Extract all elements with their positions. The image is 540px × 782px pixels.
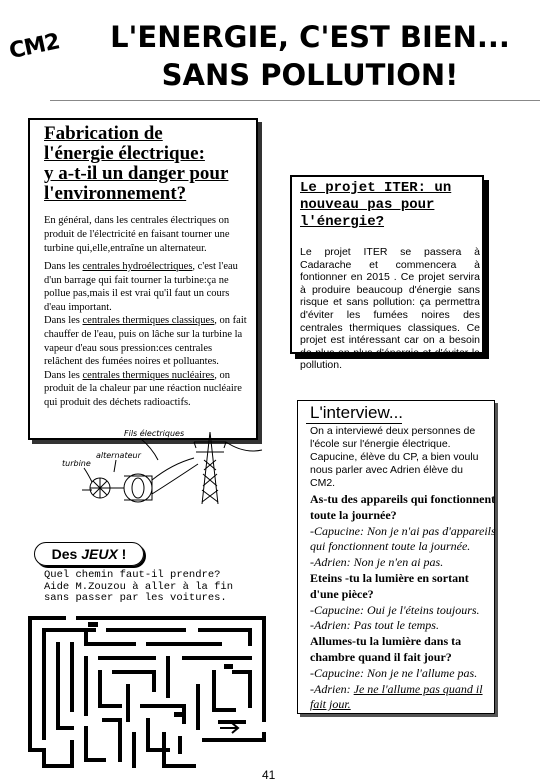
maze <box>24 610 270 770</box>
jeux-instructions <box>44 570 259 605</box>
interview-title: L'interview... <box>310 403 404 422</box>
answer-3-adrien: -Adrien: Je ne l'allume pas quand il fait jour. <box>310 681 483 712</box>
question-3: Allumes-tu la lumière dans ta chambre quand il fait jour? <box>310 634 462 664</box>
car-icon <box>88 622 98 627</box>
arrow-turbine <box>84 468 92 482</box>
article-body <box>44 260 248 410</box>
question-2: Eteins -tu la lumière en sortant d'une pièce? <box>310 570 469 601</box>
article-heading-line2: l'énergie électrique: <box>44 143 205 164</box>
jeux-line3: sans passer par les voitures. <box>44 592 227 604</box>
interview-qa <box>310 492 500 713</box>
page-number: 41 <box>262 768 276 782</box>
article-heading-line3: y a-t-il un danger pour <box>44 163 229 184</box>
label-turbine: turbine <box>62 459 91 468</box>
answer-2-adrien: -Adrien: Pas tout le temps. <box>310 618 439 633</box>
article-intro: En général, dans les centrales électriques on produit de l'électricité en faisant tourner une turbine qui,elle,entraîne un alternateur. <box>44 215 230 254</box>
interview-title-underline <box>306 423 402 424</box>
answer-1-capucine: -Capucine: Non je n'ai pas d'appareils qui fonctionnent toute la journée. <box>310 523 496 554</box>
article-heading <box>44 124 244 204</box>
jeux-line1: Quel chemin faut-il prendre? <box>44 569 221 581</box>
answer-1-adrien: -Adrien: Non je n'en ai pas. <box>310 555 444 570</box>
class-badge: CM2 <box>7 29 62 65</box>
page-title-line1: L'ENERGIE, C'EST BIEN... <box>110 20 510 54</box>
term-thermal: centrales thermiques classiques <box>82 315 215 327</box>
label-alternator: alternateur <box>96 451 141 460</box>
car-icon <box>224 664 233 669</box>
question-1: As-tu des appareils qui fonctionnent toute la journée? <box>310 492 496 522</box>
car-icon <box>174 712 182 717</box>
paragraph-thermal: Dans les centrales thermiques classiques, on fait chauffer de l'eau, puis on lâche sur la turbine la vapeur d'eau sous pression:ces centrales relâchent des fumées noires et polluantes. <box>44 315 247 368</box>
pylon-icon <box>194 432 226 504</box>
turbine-drawing <box>62 424 272 510</box>
term-hydro: centrales hydroélectriques <box>82 261 193 272</box>
title-divider <box>50 100 540 101</box>
interview-intro: On a interviewé deux personnes de l'école sur l'énergie électrique. Capucine, élève du CP, a bien voulu nous parler avec Adrien élève du CM2. <box>310 425 479 489</box>
turbine-icon <box>90 478 110 498</box>
iter-text: Le projet ITER se passera à Cadarache et commencera à fontionner en 2015 . Ce projet servira à produire beaucoup d'énergie sans risque et sans pollution: ça permettra d'éviter les fumées noires des centrales thermiques classiques. Ce projet est intéressant car on a besoin de plus en plus d'énergie et d'éviter la pollution. <box>300 246 480 372</box>
term-nuclear: centrales thermiques nucléaires <box>82 369 215 381</box>
paragraph-nuclear: Dans les centrales thermiques nucléaires, on produit de la chaleur par une réaction nucléaire qui produit des déchets radioactifs. <box>44 369 242 408</box>
article-heading-line1: Fabrication de <box>44 123 163 144</box>
paragraph-hydro: Dans les centrales hydroélectriques, c'est l'eau d'un barrage qui fait tourner la turbine:ça ne pollue pas,mais il est vrai qu'il faut un cours d'eau important. <box>44 261 238 313</box>
jeux-line2: Aide M.Zouzou à aller à la fin <box>44 580 234 593</box>
alternator-icon <box>124 474 152 502</box>
answer-3-capucine: -Capucine: Non je ne l'allume pas. <box>310 665 478 680</box>
label-wires: Fils électriques <box>124 429 185 438</box>
jeux-badge: Des JEUX ! <box>34 542 144 566</box>
answer-2-capucine: -Capucine: Oui je l'éteins toujours. <box>310 602 480 617</box>
page-title-line2: SANS POLLUTION! <box>161 58 459 92</box>
exit-arrow-icon <box>220 723 238 733</box>
article-heading-line4: l'environnement? <box>44 183 187 204</box>
iter-title: Le projet ITER: un nouveau pas pour l'énergie? <box>300 180 452 230</box>
